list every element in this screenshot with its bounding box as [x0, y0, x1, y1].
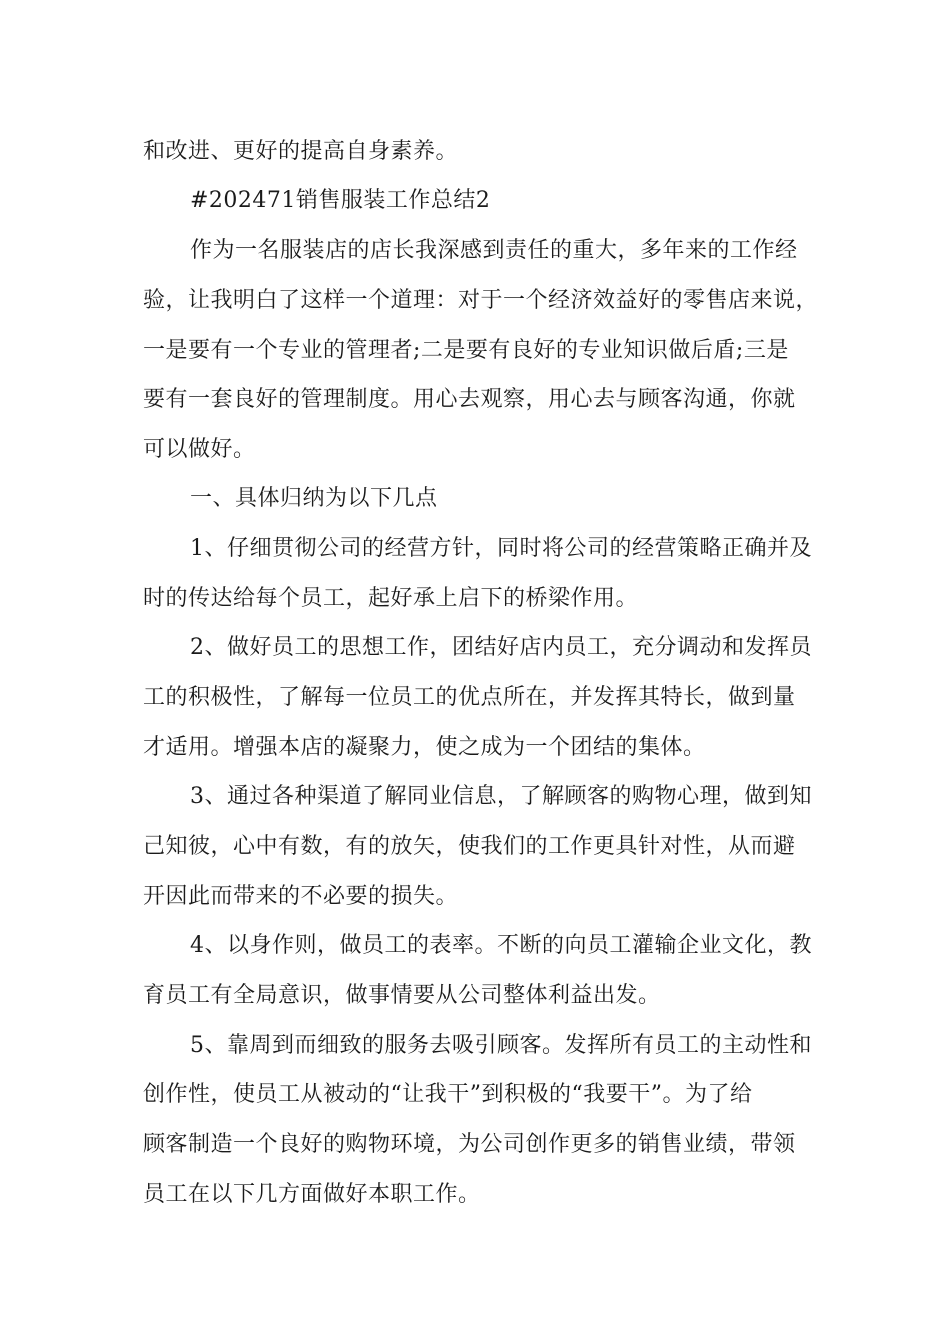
text-line: 2、做好员工的思想工作，团结好店内员工，充分调动和发挥员 [190, 635, 812, 660]
text-line: 创作性，使员工从被动的“让我干”到积极的“我要干”。为了给 [143, 1082, 753, 1107]
text-line: 工的积极性，了解每一位员工的优点所在，并发挥其特长，做到量 [143, 685, 796, 710]
text-line: 顾客制造一个良好的购物环境，为公司创作更多的销售业绩，带领 [143, 1132, 796, 1157]
text-line: 可以做好。 [143, 437, 256, 462]
text-line: 开因此而带来的不必要的损失。 [143, 884, 459, 909]
text-line: 5、靠周到而细致的服务去吸引顾客。发挥所有员工的主动性和 [190, 1033, 812, 1058]
text-line: 己知彼，心中有数，有的放矢，使我们的工作更具针对性，从而避 [143, 834, 796, 859]
text-line: 1、仔细贯彻公司的经营方针，同时将公司的经营策略正确并及 [190, 536, 812, 561]
text-line: 作为一名服装店的店长我深感到责任的重大，多年来的工作经 [190, 238, 798, 263]
text-line: 育员工有全局意识，做事情要从公司整体利益出发。 [143, 983, 661, 1008]
text-line: 3、通过各种渠道了解同业信息，了解顾客的购物心理，做到知 [190, 784, 812, 809]
text-line: 要有一套良好的管理制度。用心去观察，用心去与顾客沟通，你就 [143, 387, 796, 412]
section-heading: #202471销售服装工作总结2 [190, 188, 491, 213]
text-line: 时的传达给每个员工，起好承上启下的桥梁作用。 [143, 586, 639, 611]
text-line: 和改进、更好的提高自身素养。 [143, 139, 459, 164]
text-line: 验，让我明白了这样一个道理：对于一个经济效益好的零售店来说， [143, 288, 819, 313]
list-heading: 一、具体归纳为以下几点 [190, 486, 438, 511]
text-line: 4、以身作则，做员工的表率。不断的向员工灌输企业文化，教 [190, 933, 812, 958]
text-line: 员工在以下几方面做好本职工作。 [143, 1182, 481, 1207]
text-line: 才适用。增强本店的凝聚力，使之成为一个团结的集体。 [143, 735, 706, 760]
text-line: 一是要有一个专业的管理者;二是要有良好的专业知识做后盾;三是 [143, 338, 789, 363]
